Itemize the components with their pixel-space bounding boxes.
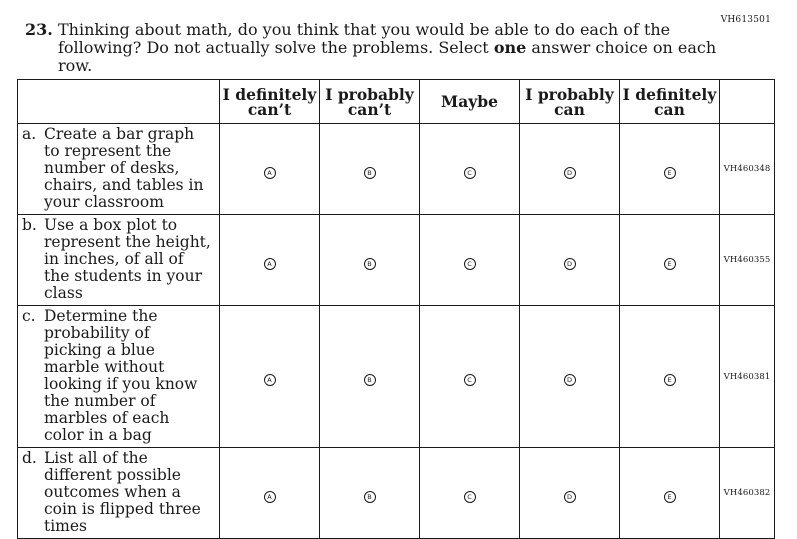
answer-bubble-d[interactable]: D — [564, 167, 576, 179]
column-header-line2: can’t — [347, 99, 392, 119]
header-blank — [18, 80, 220, 124]
answer-cell — [220, 448, 320, 539]
answer-cell — [420, 124, 520, 215]
answer-cell — [620, 306, 720, 448]
table-row — [18, 306, 775, 448]
answer-cell — [220, 215, 320, 306]
row-item-code: VH460381 — [720, 306, 775, 448]
answer-grid — [17, 79, 775, 539]
answer-bubble-c[interactable]: C — [464, 258, 476, 270]
answer-cell — [420, 448, 520, 539]
question-id: VH613501 — [720, 15, 771, 25]
column-header-line1: Maybe — [441, 92, 498, 111]
answer-cell — [620, 124, 720, 215]
answer-bubble-b[interactable]: B — [364, 374, 376, 386]
column-header-definitely-can — [620, 80, 720, 124]
row-item-code: VH460382 — [720, 448, 775, 539]
answer-bubble-c[interactable]: C — [464, 491, 476, 503]
row-item-code: VH460348 — [720, 124, 775, 215]
row-letter: d. — [22, 449, 37, 467]
row-statement — [18, 306, 220, 448]
row-letter: b. — [22, 216, 37, 234]
answer-bubble-a[interactable]: A — [264, 258, 276, 270]
column-header-line2: can’t — [247, 99, 292, 119]
column-header-line1: I definitely — [222, 84, 317, 104]
header-code-blank — [720, 80, 775, 124]
answer-cell — [520, 215, 620, 306]
answer-bubble-e[interactable]: E — [664, 258, 676, 270]
answer-cell — [320, 124, 420, 215]
row-item-code: VH460355 — [720, 215, 775, 306]
column-header-line2: can — [654, 99, 685, 119]
column-header-line1: I probably — [325, 84, 414, 104]
answer-cell — [320, 448, 420, 539]
answer-bubble-a[interactable]: A — [264, 491, 276, 503]
row-statement — [18, 448, 220, 539]
column-header-maybe — [420, 80, 520, 124]
row-letter: a. — [22, 125, 37, 143]
answer-bubble-b[interactable]: B — [364, 491, 376, 503]
question-text-part-1: Thinking about math, do you think that you would be able to do each of the following? Do not actually solve the problems. Select — [58, 20, 671, 57]
answer-bubble-a[interactable]: A — [264, 167, 276, 179]
answer-cell — [520, 124, 620, 215]
answer-cell — [620, 215, 720, 306]
column-header-definitely-cant — [220, 80, 320, 124]
answer-cell — [520, 448, 620, 539]
answer-bubble-e[interactable]: E — [664, 167, 676, 179]
row-text: Create a bar graph to represent the number of desks, chairs, and tables in your classroom — [44, 125, 204, 211]
answer-cell — [220, 306, 320, 448]
row-text: Determine the probability of picking a blue marble without looking if you know the number of marbles of each color in a bag — [44, 307, 198, 444]
answer-cell — [520, 306, 620, 448]
answer-bubble-c[interactable]: C — [464, 167, 476, 179]
row-statement — [18, 215, 220, 306]
question-text — [58, 21, 725, 75]
answer-bubble-b[interactable]: B — [364, 167, 376, 179]
answer-cell — [420, 215, 520, 306]
question-text-part-2: answer choice on each row. — [58, 38, 717, 75]
answer-cell — [320, 215, 420, 306]
row-text: List all of the different possible outcomes when a coin is flipped three times — [44, 449, 201, 535]
answer-cell — [220, 124, 320, 215]
column-header-probably-can — [520, 80, 620, 124]
column-header-line1: I probably — [525, 84, 614, 104]
answer-bubble-d[interactable]: D — [564, 258, 576, 270]
row-letter: c. — [22, 307, 36, 325]
answer-bubble-c[interactable]: C — [464, 374, 476, 386]
answer-bubble-a[interactable]: A — [264, 374, 276, 386]
question-number: 23. — [25, 20, 53, 39]
header-row — [18, 80, 775, 124]
answer-bubble-e[interactable]: E — [664, 491, 676, 503]
column-header-line2: can — [554, 99, 585, 119]
table-row — [18, 215, 775, 306]
answer-bubble-d[interactable]: D — [564, 374, 576, 386]
answer-cell — [320, 306, 420, 448]
question-prompt — [25, 21, 725, 75]
answer-bubble-d[interactable]: D — [564, 491, 576, 503]
column-header-probably-cant — [320, 80, 420, 124]
answer-bubble-b[interactable]: B — [364, 258, 376, 270]
column-header-line1: I definitely — [622, 84, 717, 104]
answer-bubble-e[interactable]: E — [664, 374, 676, 386]
question-bold-word: one — [493, 38, 527, 57]
row-statement — [18, 124, 220, 215]
answer-cell — [620, 448, 720, 539]
row-text: Use a box plot to represent the height, in inches, of all of the students in your class — [44, 216, 211, 302]
table-row — [18, 448, 775, 539]
table-row — [18, 124, 775, 215]
answer-cell — [420, 306, 520, 448]
